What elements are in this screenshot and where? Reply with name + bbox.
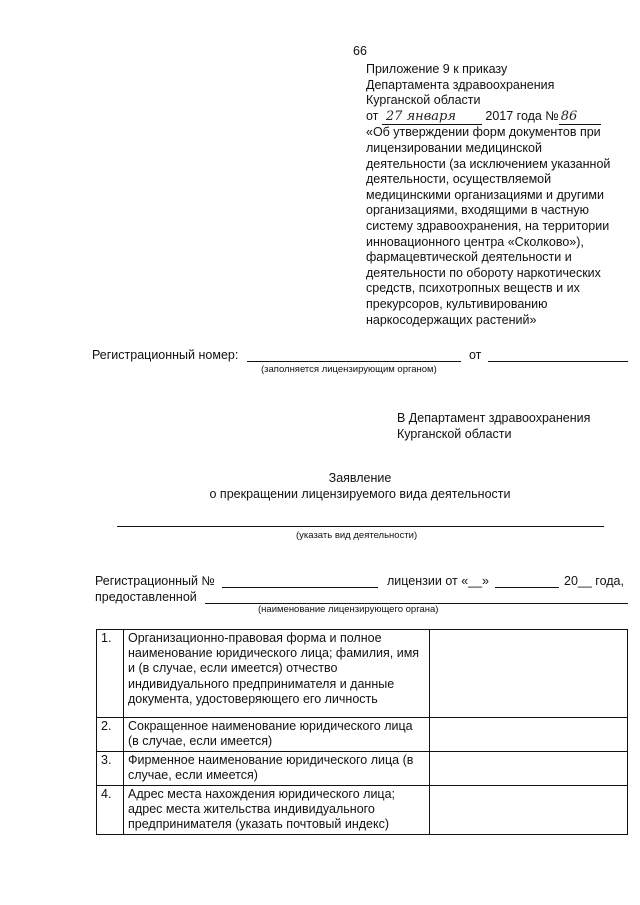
date-prefix: от: [366, 108, 379, 123]
row-number: 1.: [97, 630, 124, 718]
addressee-line-2: Курганской области: [397, 427, 512, 441]
table-row: [97, 786, 628, 835]
info-table: [96, 629, 628, 835]
annex-title-line: средств, психотропных веществ и их: [366, 281, 580, 296]
table-row: [97, 718, 628, 752]
year-text: 2017 года №: [485, 108, 559, 123]
activity-hint: (указать вид деятельности): [296, 530, 418, 541]
annex-line-1: Приложение 9 к приказу: [366, 62, 508, 76]
annex-title-line: фармацевтической деятельности и: [366, 250, 572, 265]
annex-title-line: инновационного центра «Сколково»),: [366, 234, 584, 249]
row-number: 3.: [97, 752, 124, 786]
row-value-cell[interactable]: [430, 718, 628, 752]
heading-title: Заявление: [328, 471, 392, 485]
annex-title-line: «Об утверждении форм документов при: [366, 125, 601, 140]
registration-date-field[interactable]: [488, 361, 628, 362]
annex-title-line: организациями, входящими в частную: [366, 203, 590, 218]
row-value-cell[interactable]: [430, 630, 628, 718]
row-description: Фирменное наименование юридического лица (в случае, если имеется): [124, 752, 430, 786]
annex-title-line: медицинскими организациями и другими: [366, 187, 604, 202]
annex-title-line: прекурсоров, культивированию: [366, 296, 548, 311]
annex-title: [366, 125, 631, 328]
row-value-cell[interactable]: [430, 752, 628, 786]
granted-label: предоставленной: [95, 590, 197, 604]
license-from-label: лицензии от «__»: [387, 574, 490, 588]
row-value-cell[interactable]: [430, 786, 628, 835]
registration-number-field[interactable]: [247, 361, 461, 362]
table-row: [97, 630, 628, 718]
granted-hint: (наименование лицензирующего органа): [258, 604, 439, 615]
annex-line-2: Департамента здравоохранения: [366, 77, 555, 92]
info-table-body: [97, 630, 628, 835]
activity-field[interactable]: [117, 526, 604, 527]
table-row: [97, 752, 628, 786]
row-description: Сокращенное наименование юридического лица (в случае, если имеется): [124, 718, 430, 752]
row-description: Адрес места нахождения юридического лица; адрес места жительства индивидуального предпринимателя (указать почтовый индекс): [124, 786, 430, 835]
registration-label: Регистрационный номер:: [92, 348, 239, 362]
license-month-field[interactable]: [495, 587, 559, 588]
heading-subtitle: о прекращении лицензируемого вида деятельности: [209, 487, 511, 501]
license-reg-label: Регистрационный №: [95, 574, 215, 588]
annex-title-line: деятельности (за исключением указанной: [366, 156, 611, 171]
annex-title-line: деятельности по обороту наркотических: [366, 265, 601, 280]
handwritten-date: 27 января: [382, 109, 482, 126]
license-reg-field[interactable]: [222, 587, 378, 588]
license-year-label: 20__ года,: [564, 574, 624, 588]
row-description: Организационно-правовая форма и полное наименование юридического лица; фамилия, имя и (в случае, если имеется) отчество индивидуального предпринимателя и данные документа, удостоверяющего его личность: [124, 630, 430, 718]
annex-title-line: наркосодержащих растений»: [366, 312, 537, 327]
annex-date-line: [366, 109, 631, 126]
addressee-line-1: В Департамент здравоохранения: [397, 411, 591, 425]
annex-line-3: Курганской области: [366, 93, 481, 108]
row-number: 2.: [97, 718, 124, 752]
row-number: 4.: [97, 786, 124, 835]
page-number: 66: [353, 44, 367, 58]
registration-from-label: от: [469, 348, 482, 362]
annex-block: [366, 62, 631, 328]
handwritten-number: 86: [559, 109, 601, 126]
annex-title-line: лицензировании медицинской: [366, 140, 542, 155]
annex-title-line: систему здравоохранения, на территории: [366, 218, 610, 233]
registration-hint: (заполняется лицензирующим органом): [261, 364, 437, 375]
annex-title-line: деятельности, осуществляемой: [366, 172, 552, 187]
